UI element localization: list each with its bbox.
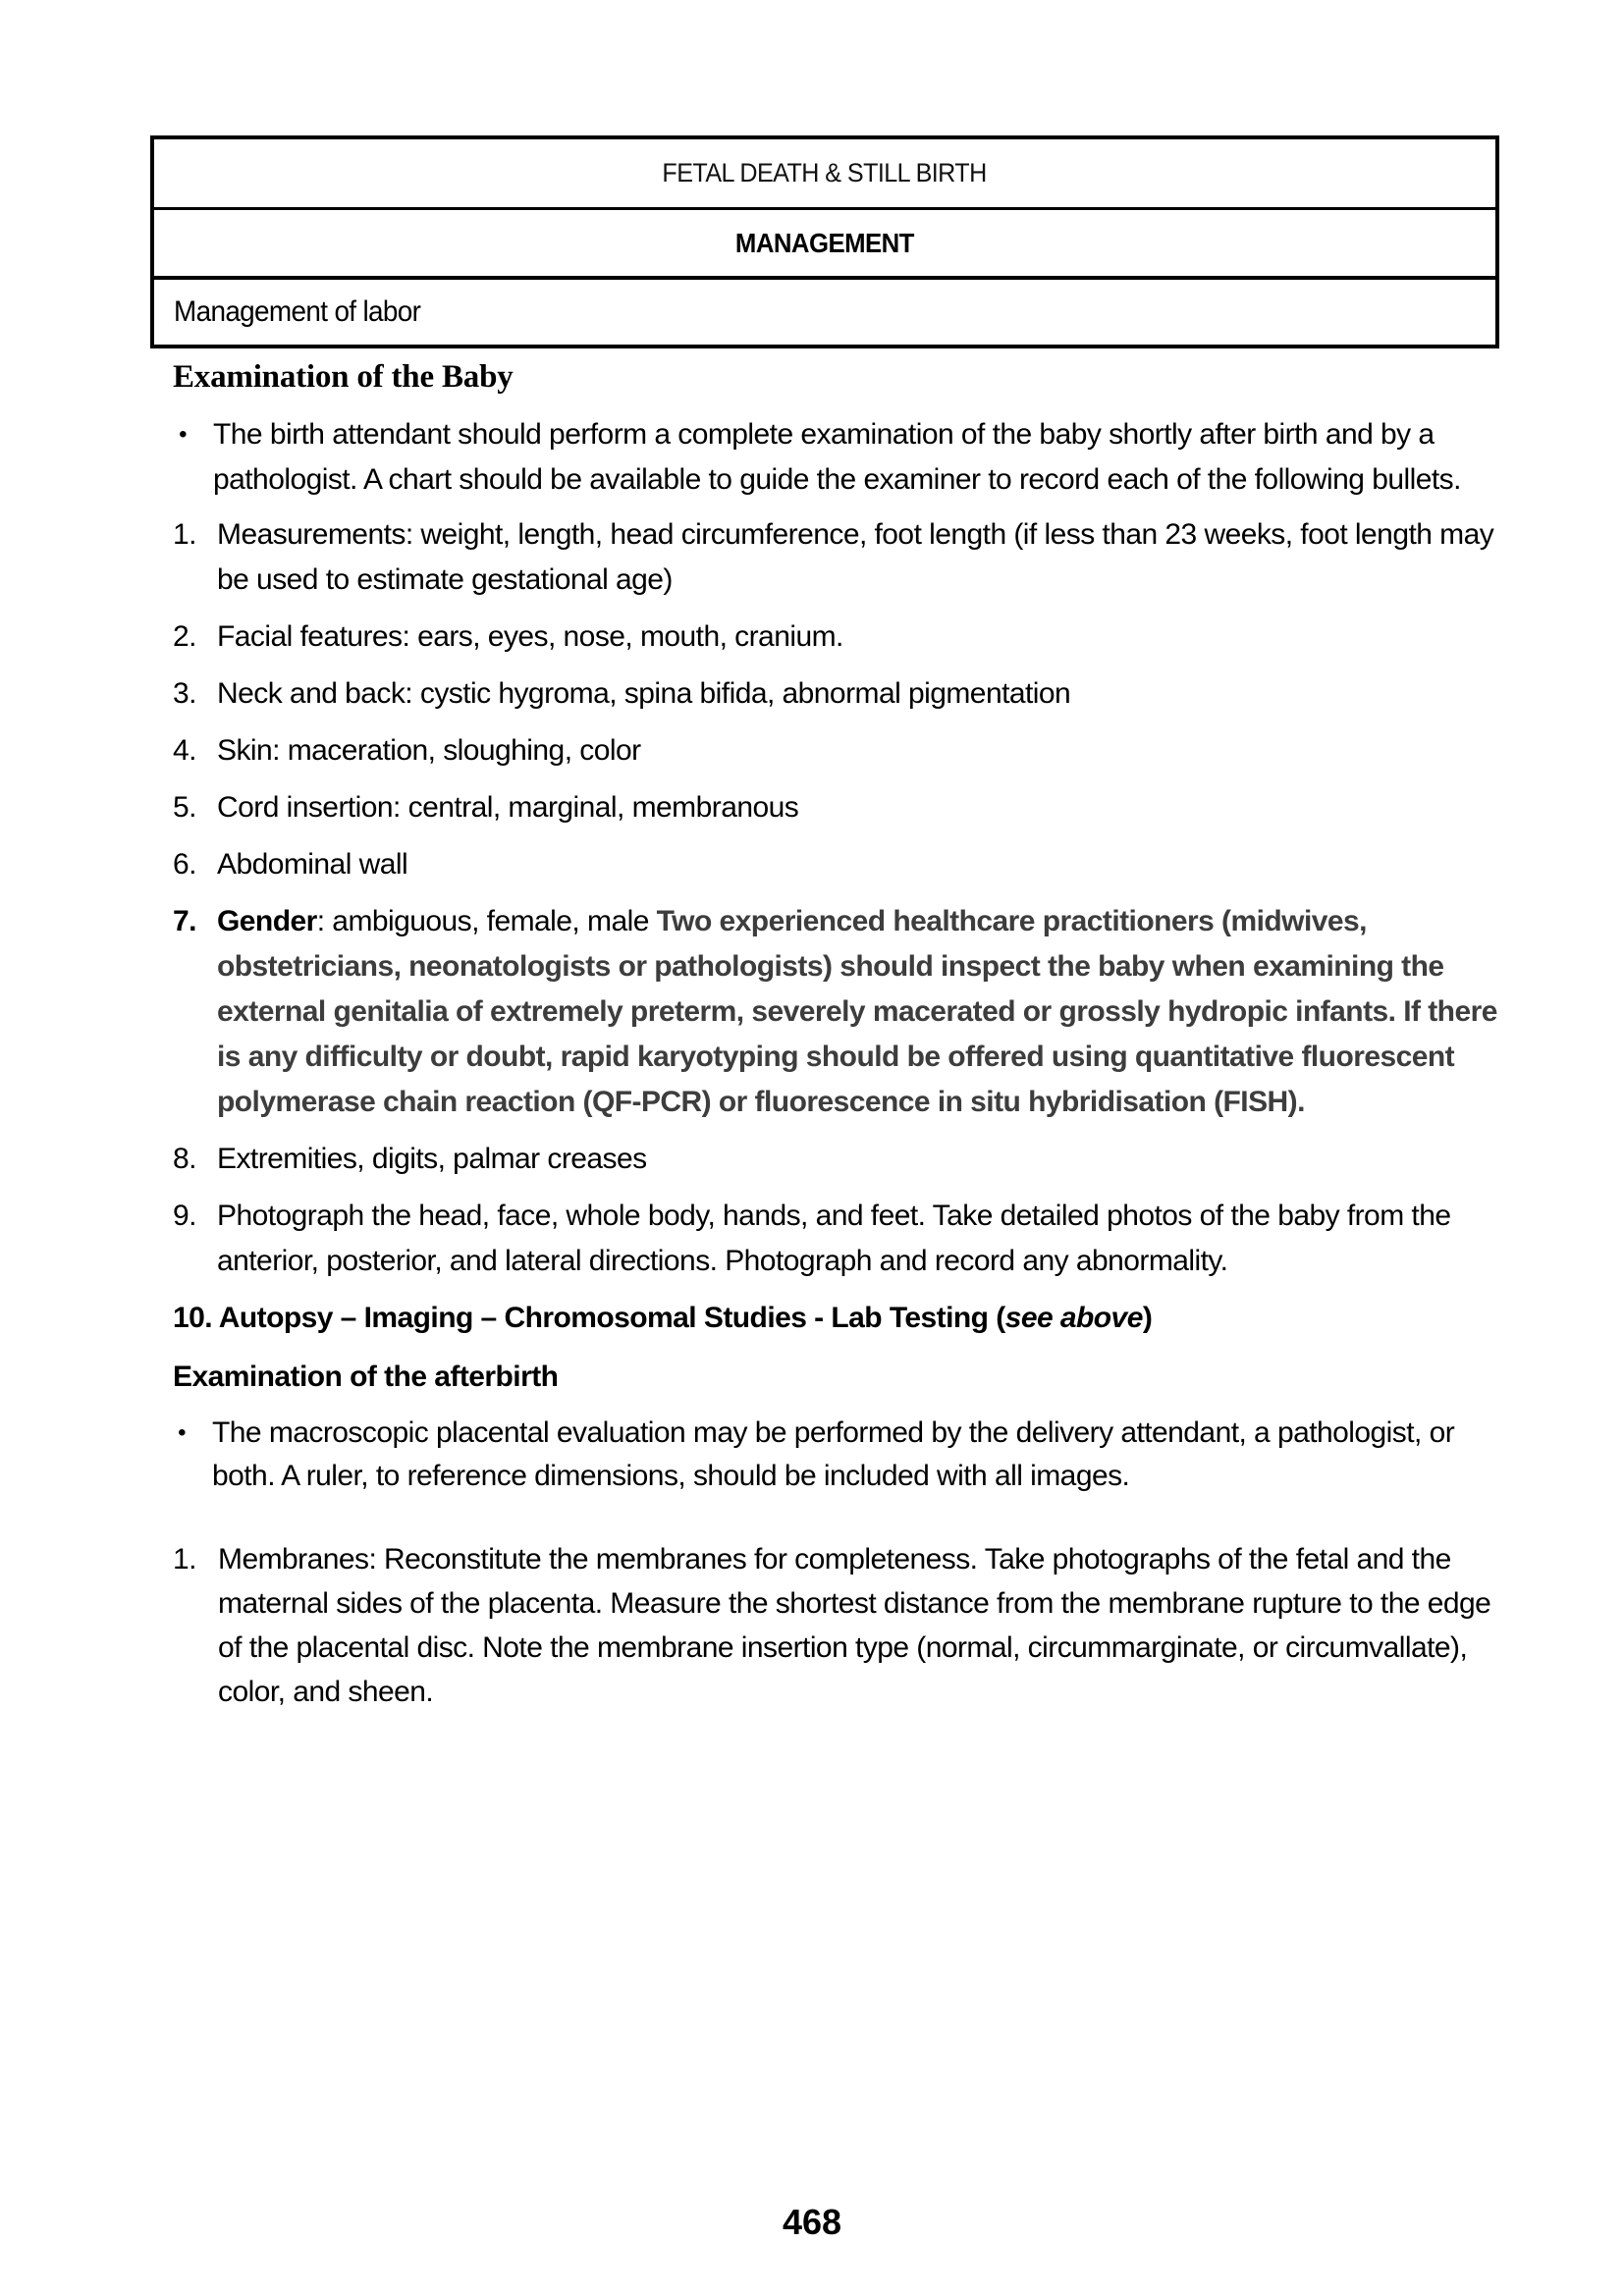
list-number: 1. xyxy=(173,518,196,551)
subsection-title: Management of labor xyxy=(174,295,421,328)
list-number: 2. xyxy=(173,620,196,653)
gender-guidance-text: Two experienced healthcare practitioners (midwives, obstetricians, neonatologists or pathologists) should inspect the baby when examining the external genitalia of extremely preterm, severely macerated or grossly hydropic infants. If there is any difficulty or doubt, rapid karyotyping should be offered using quantitative fluorescent polymerase chain reaction (QF-PCR) or fluorescence in situ hybridisation (FISH). xyxy=(217,905,1497,1118)
page-number: 468 xyxy=(782,2202,842,2242)
baby-exam-heading: Examination of the Baby xyxy=(173,359,514,395)
list-item-text: Facial features: ears, eyes, nose, mouth, cranium. xyxy=(217,620,843,653)
bullet-text: The macroscopic placental evaluation may be performed by the delivery attendant, a pathologist, or both. A ruler, to reference dimensions, should be included with all images. xyxy=(212,1416,1455,1492)
baby-exam-list xyxy=(173,512,1508,1341)
list-item xyxy=(173,614,1508,660)
baby-exam-intro-bullet xyxy=(173,412,1508,503)
list-item xyxy=(173,1194,1508,1284)
header-row-chapter xyxy=(154,139,1495,210)
bullet-icon: • xyxy=(178,1419,186,1446)
list-item-gender xyxy=(173,899,1508,1125)
list-item xyxy=(173,785,1508,830)
list-number: 9. xyxy=(173,1200,196,1232)
header-row-section xyxy=(154,210,1495,280)
list-item-text: Membranes: Reconstitute the membranes for completeness. Take photographs of the fetal and the maternal sides of the placenta. Measure the shortest distance from the membrane rupture to the edge of the placental disc. Note the membrane insertion type (normal, circummarginate, or circumvallate), color, and sheen. xyxy=(218,1543,1491,1708)
afterbirth-exam-heading: Examination of the afterbirth xyxy=(173,1361,559,1393)
list-item xyxy=(173,728,1508,774)
bullet-text: The birth attendant should perform a complete examination of the baby shortly after birth and by a pathologist. A chart should be available to guide the examiner to record each of the following bullets. xyxy=(213,418,1461,496)
list-number: 7. xyxy=(173,905,196,937)
list-item xyxy=(173,1137,1508,1182)
section-title: MANAGEMENT xyxy=(735,227,914,258)
see-above-reference: see above xyxy=(1004,1302,1143,1334)
list-item xyxy=(173,671,1508,717)
list-number: 1. xyxy=(173,1543,196,1575)
list-item-text: Skin: maceration, sloughing, color xyxy=(217,734,641,767)
header-row-subsection xyxy=(154,280,1495,345)
list-number: 3. xyxy=(173,677,196,710)
closing-paren: ) xyxy=(1142,1302,1153,1334)
list-number: 4. xyxy=(173,734,196,767)
header-table xyxy=(150,135,1499,348)
list-number: 10. xyxy=(173,1302,213,1334)
gender-label: Gender xyxy=(217,905,317,937)
list-item-text: Measurements: weight, length, head circumference, foot length (if less than 23 weeks, foot length may be used to estimate gestational age) xyxy=(217,518,1494,596)
list-item-text: Cord insertion: central, marginal, membranous xyxy=(217,791,799,824)
chapter-title: FETAL DEATH & STILL BIRTH xyxy=(662,158,988,187)
gender-options: : ambiguous, female, male xyxy=(316,905,657,937)
list-number: 6. xyxy=(173,848,196,881)
list-item xyxy=(173,512,1508,603)
list-item-autopsy xyxy=(173,1296,1508,1341)
afterbirth-list-item xyxy=(173,1537,1508,1714)
list-number: 5. xyxy=(173,791,196,824)
afterbirth-intro-bullet xyxy=(173,1412,1508,1498)
bullet-icon: • xyxy=(179,421,187,448)
list-number: 8. xyxy=(173,1143,196,1175)
list-item-text: Neck and back: cystic hygroma, spina bifida, abnormal pigmentation xyxy=(217,677,1071,710)
list-item-text: Extremities, digits, palmar creases xyxy=(217,1143,647,1175)
list-item-text: Autopsy – Imaging – Chromosomal Studies - Lab Testing ( xyxy=(218,1302,1005,1334)
main-content xyxy=(173,355,1508,1714)
list-item-text: Photograph the head, face, whole body, hands, and feet. Take detailed photos of the baby from the anterior, posterior, and lateral directions. Photograph and record any abnormality. xyxy=(217,1200,1451,1277)
list-item xyxy=(173,842,1508,887)
list-item-text: Abdominal wall xyxy=(217,848,408,881)
